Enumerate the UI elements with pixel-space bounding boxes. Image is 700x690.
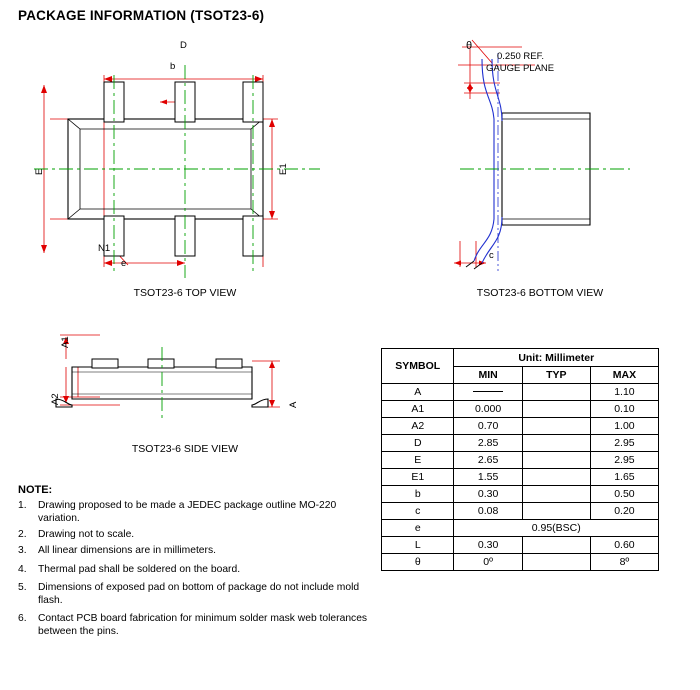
top-view-label-D: D: [180, 40, 187, 51]
table-header-max: MAX: [590, 367, 658, 384]
cell-min: 1.55: [454, 469, 522, 486]
top-view-drawing: [20, 35, 350, 285]
cell-symbol: D: [382, 435, 454, 452]
top-view-label-E1: E1: [278, 163, 289, 175]
note-number: 1.: [18, 500, 27, 511]
cell-typ: [522, 537, 590, 554]
cell-min: 2.85: [454, 435, 522, 452]
cell-span: 0.95(BSC): [454, 520, 659, 537]
dimension-table: [381, 348, 659, 571]
cell-max: 1.00: [590, 418, 658, 435]
cell-min: 0.000: [454, 401, 522, 418]
note-number: 5.: [18, 582, 27, 594]
cell-typ: [522, 554, 590, 571]
table-row: [382, 503, 659, 520]
note-item: [18, 582, 368, 608]
top-view-label-E: E: [34, 168, 45, 175]
note-text: Dimensions of exposed pad on bottom of package do not include mold flash.: [38, 582, 360, 607]
cell-symbol: A2: [382, 418, 454, 435]
cell-typ: [522, 469, 590, 486]
note-item: [18, 564, 368, 577]
cell-symbol: E1: [382, 469, 454, 486]
table-header-symbol: SYMBOL: [382, 349, 454, 384]
cell-symbol: c: [382, 503, 454, 520]
cell-typ: [522, 452, 590, 469]
cell-max: 0.60: [590, 537, 658, 554]
note-text: Contact PCB board fabrication for minimum solder mask web tolerances between the pins.: [38, 613, 368, 637]
cell-max: 2.95: [590, 435, 658, 452]
note-number: 4.: [18, 564, 27, 576]
cell-min: 0.70: [454, 418, 522, 435]
table-header-row-1: [382, 349, 659, 367]
table-header-min: MIN: [454, 367, 522, 384]
note-item: [18, 529, 368, 542]
cell-typ: [522, 503, 590, 520]
top-view-label-b: b: [170, 61, 176, 72]
notes-list: [18, 500, 368, 642]
cell-min: [454, 384, 522, 401]
notes-heading: NOTE:: [18, 484, 53, 496]
cell-symbol: e: [382, 520, 454, 537]
note-number: 6.: [18, 613, 27, 625]
cell-typ: [522, 418, 590, 435]
cell-max: 0.50: [590, 486, 658, 503]
cell-min: 2.65: [454, 452, 522, 469]
cell-max: 8º: [590, 554, 658, 571]
note-number: 3.: [18, 544, 27, 556]
cell-max: 1.65: [590, 469, 658, 486]
side-view-label-A2: A2: [50, 393, 61, 405]
table-row: [382, 520, 659, 537]
note-item: [18, 500, 368, 526]
table-row: [382, 452, 659, 469]
top-view-caption: TSOT23-6 TOP VIEW: [133, 287, 237, 299]
table-row: [382, 384, 659, 401]
table-row: [382, 469, 659, 486]
cell-symbol: A1: [382, 401, 454, 418]
bottom-view-label-theta: θ: [466, 40, 473, 52]
page-title: PACKAGE INFORMATION (TSOT23-6): [18, 8, 265, 23]
table-header-typ: TYP: [522, 367, 590, 384]
cell-max: 1.10: [590, 384, 658, 401]
table-row: [382, 401, 659, 418]
cell-symbol: A: [382, 384, 454, 401]
table-row: [382, 537, 659, 554]
cell-max: 0.20: [590, 503, 658, 520]
side-view-label-A: A: [288, 401, 299, 408]
note-item: [18, 613, 368, 639]
table-header-unit: Unit: Millimeter: [454, 349, 659, 367]
cell-typ: [522, 435, 590, 452]
cell-min: 0º: [454, 554, 522, 571]
note-text: Drawing not to scale.: [38, 528, 135, 540]
side-view-caption: TSOT23-6 SIDE VIEW: [131, 443, 239, 455]
table-row: [382, 418, 659, 435]
table-row: [382, 435, 659, 452]
cell-symbol: b: [382, 486, 454, 503]
note-number: 2.: [18, 528, 27, 540]
cell-typ: [522, 384, 590, 401]
note-item: [18, 545, 368, 558]
top-view-label-N1: N1: [98, 243, 111, 254]
side-view-label-A1: A1: [60, 336, 71, 348]
table-row: [382, 554, 659, 571]
cell-min: 0.30: [454, 537, 522, 554]
note-text: Drawing proposed to be made a JEDEC package outline MO-220 variation.: [38, 500, 337, 524]
table-row: [382, 486, 659, 503]
bottom-view-label-gauge-plane: GAUGE PLANE: [486, 63, 555, 74]
dimension-table-wrapper: [381, 348, 659, 571]
bottom-view-label-ref: 0.250 REF.: [497, 51, 544, 62]
top-view-label-e: e: [121, 258, 127, 269]
cell-symbol: θ: [382, 554, 454, 571]
cell-max: 0.10: [590, 401, 658, 418]
cell-min: 0.30: [454, 486, 522, 503]
bottom-view-caption: TSOT23-6 BOTTOM VIEW: [476, 287, 604, 299]
cell-max: 2.95: [590, 452, 658, 469]
note-text: Thermal pad shall be soldered on the board.: [38, 564, 241, 576]
cell-typ: [522, 486, 590, 503]
cell-typ: [522, 401, 590, 418]
bottom-view-label-c: c: [489, 250, 494, 261]
note-text: All linear dimensions are in millimeters.: [38, 544, 216, 556]
cell-symbol: E: [382, 452, 454, 469]
cell-min: 0.08: [454, 503, 522, 520]
cell-symbol: L: [382, 537, 454, 554]
